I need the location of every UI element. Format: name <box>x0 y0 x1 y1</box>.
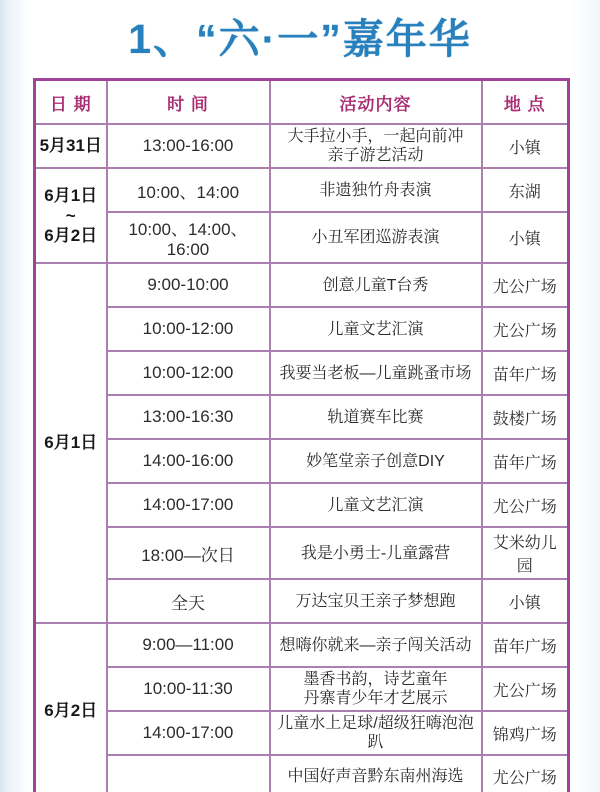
time-cell: 14:00-17:00 <box>107 711 270 755</box>
activity-line: 儿童文艺汇演 <box>327 496 424 514</box>
activity-cell <box>270 439 482 483</box>
event-schedule-table <box>33 78 570 792</box>
location-cell: 尤公广场 <box>482 755 569 792</box>
date-line: 6月1日 <box>44 433 98 452</box>
activity-line: 妙笔堂亲子创意DIY <box>306 452 445 470</box>
activity-cell <box>270 351 482 395</box>
column-header-location: 地 点 <box>482 80 569 125</box>
activity-line: 小丑军团巡游表演 <box>311 229 440 246</box>
activity-line: 我要当老板—儿童跳蚤市场 <box>279 364 472 382</box>
location-cell: 东湖 <box>482 168 569 212</box>
activity-cell <box>270 667 482 711</box>
table-row <box>35 667 569 711</box>
column-header-activity: 活动内容 <box>270 80 482 125</box>
location-cell: 苗年广场 <box>482 439 569 483</box>
date-cell <box>35 263 107 623</box>
date-cell <box>35 124 107 168</box>
location-cell: 小镇 <box>482 124 569 168</box>
activity-line: 丹寨青少年才艺展示 <box>303 690 448 707</box>
location-cell: 小镇 <box>482 212 569 263</box>
activity-line: 万达宝贝王亲子梦想跑 <box>295 592 456 610</box>
table-header-row <box>35 80 569 125</box>
activity-line: 轨道赛车比赛 <box>327 408 424 426</box>
date-line: 6月2日 <box>44 700 98 720</box>
date-line: 6月1日 <box>44 185 98 205</box>
activity-line: 儿童文艺汇演 <box>327 320 424 338</box>
location-cell: 苗年广场 <box>482 623 569 667</box>
activity-line: 非遗独竹舟表演 <box>319 181 432 199</box>
activity-cell <box>270 263 482 307</box>
table-row <box>35 623 569 667</box>
table-row <box>35 263 569 307</box>
activity-line: 想嗨你就来—亲子闯关活动 <box>279 636 472 654</box>
table-row <box>35 527 569 579</box>
location-cell: 尤公广场 <box>482 667 569 711</box>
table-row <box>35 168 569 212</box>
table-row <box>35 483 569 527</box>
activity-cell <box>270 168 482 212</box>
time-cell: 18:00—次日 <box>107 527 270 579</box>
time-cell: 全天 <box>107 579 270 623</box>
activity-cell <box>270 307 482 351</box>
table-row <box>35 307 569 351</box>
date-cell <box>35 623 107 792</box>
time-cell: 13:00-16:00 <box>107 124 270 168</box>
location-cell: 苗年广场 <box>482 351 569 395</box>
table-row <box>35 755 569 792</box>
time-cell: 13:00-16:30 <box>107 395 270 439</box>
table-row <box>35 579 569 623</box>
activity-cell <box>270 124 482 168</box>
time-cell: 10:00-11:30 <box>107 667 270 711</box>
time-cell: 10:00、14:00 <box>107 168 270 212</box>
time-cell: 9:00-10:00 <box>107 263 270 307</box>
location-cell: 尤公广场 <box>482 483 569 527</box>
page-title: 1、“六·一”嘉年华 <box>128 16 472 62</box>
activity-cell <box>270 395 482 439</box>
column-header-date: 日 期 <box>35 80 107 125</box>
date-line: ~ <box>65 205 76 225</box>
table-row <box>35 439 569 483</box>
activity-cell <box>270 755 482 792</box>
time-cell: 14:00-17:00 <box>107 483 270 527</box>
location-cell: 鼓楼广场 <box>482 395 569 439</box>
activity-cell <box>270 212 482 263</box>
activity-line: 中国好声音黔东南州海选 <box>287 768 464 786</box>
activity-cell <box>270 711 482 755</box>
table-body <box>35 124 569 792</box>
time-cell: 10:00-12:00 <box>107 351 270 395</box>
activity-cell <box>270 527 482 579</box>
location-cell: 艾米幼儿园 <box>482 527 569 579</box>
table-row <box>35 711 569 755</box>
activity-cell <box>270 623 482 667</box>
table-row <box>35 124 569 168</box>
time-cell: 14:00-16:00 <box>107 439 270 483</box>
activity-cell <box>270 579 482 623</box>
activity-line: 墨香书韵，诗艺童年 <box>303 671 448 688</box>
table-row <box>35 351 569 395</box>
table-row <box>35 395 569 439</box>
table-row <box>35 212 569 263</box>
date-line: 5月31日 <box>39 136 102 155</box>
date-line: 6月2日 <box>44 225 98 245</box>
activity-line: 儿童水上足球/超级狂嗨泡泡趴 <box>277 715 474 751</box>
time-cell: 10:00-12:00 <box>107 307 270 351</box>
time-cell: 10:00、14:00、16:00 <box>107 212 270 263</box>
activity-line: 我是小勇士-儿童露营 <box>300 544 451 562</box>
date-cell <box>35 168 107 263</box>
time-cell <box>107 755 270 792</box>
location-cell: 尤公广场 <box>482 263 569 307</box>
location-cell: 小镇 <box>482 579 569 623</box>
location-cell: 尤公广场 <box>482 307 569 351</box>
activity-line: 创意儿童T台秀 <box>322 276 429 294</box>
time-cell: 9:00—11:00 <box>107 623 270 667</box>
activity-line: 大手拉小手，一起向前冲 <box>287 128 464 145</box>
column-header-time: 时 间 <box>107 80 270 125</box>
activity-cell <box>270 483 482 527</box>
activity-line: 亲子游艺活动 <box>327 147 424 164</box>
location-cell: 锦鸡广场 <box>482 711 569 755</box>
